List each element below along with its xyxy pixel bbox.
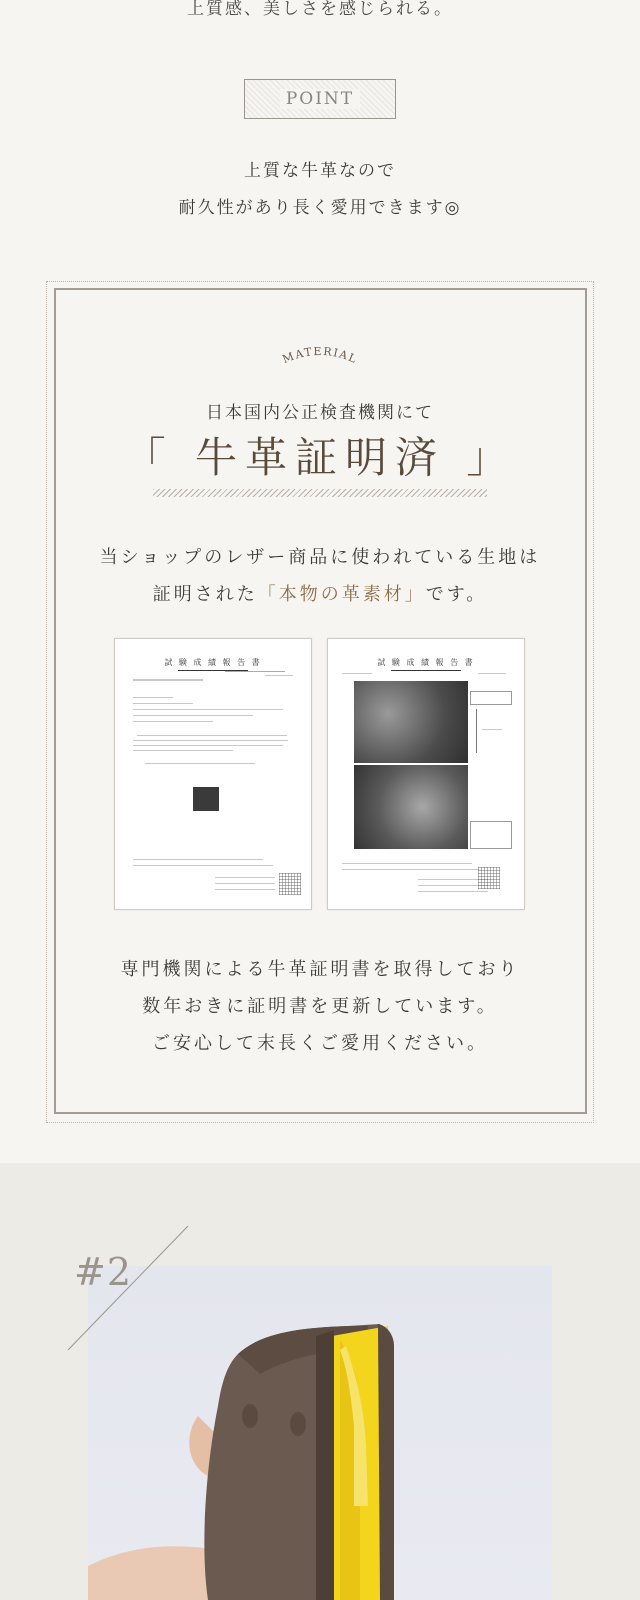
title-underline-hatch bbox=[153, 489, 487, 497]
point-line-1: 上質な牛革なので bbox=[244, 161, 396, 181]
closing-line-2: 数年おきに証明書を更新しています。 bbox=[142, 996, 498, 1017]
svg-text:MATERIAL: MATERIAL bbox=[280, 344, 360, 367]
intro-text: 上質感、美しさを感じられる。 bbox=[187, 0, 453, 19]
title-open-bracket: 「 bbox=[123, 433, 174, 482]
desc-highlight: 「本物の革素材」 bbox=[257, 584, 426, 605]
certificate-right bbox=[327, 638, 525, 910]
closing-line-3: ご安心して末長くご愛用ください。 bbox=[152, 1033, 488, 1054]
desc-line-2 bbox=[0, 580, 640, 606]
point-badge bbox=[244, 79, 396, 119]
closing-line-1: 専門機関による牛革証明書を取得しており bbox=[120, 959, 520, 980]
microscope-image-surface bbox=[354, 681, 468, 763]
microscope-image-cross-section bbox=[354, 765, 468, 849]
leather-sample-swatch bbox=[193, 787, 219, 811]
desc-line-2-post: です。 bbox=[425, 584, 488, 605]
point-line-2: 耐久性があり長く愛用できます◎ bbox=[178, 198, 462, 218]
title-text: 牛革証明済 bbox=[194, 433, 445, 482]
title-close-bracket: 」 bbox=[466, 433, 517, 482]
certificate-right-heading: 試 験 成 績 報 告 書 bbox=[328, 657, 524, 671]
certificate-right-stamp bbox=[478, 867, 500, 889]
certificate-left-heading: 試 験 成 績 報 告 書 bbox=[115, 657, 311, 671]
section-2-number: #2 bbox=[74, 1250, 133, 1294]
point-badge-label: POINT bbox=[280, 89, 360, 109]
material-title bbox=[0, 428, 640, 488]
certificate-left-stamp bbox=[279, 873, 301, 895]
certificate-left bbox=[114, 638, 312, 910]
material-subtitle: 日本国内公正検査機関にて bbox=[206, 403, 434, 423]
desc-line-2-pre: 証明された bbox=[152, 584, 258, 605]
desc-line-1: 当ショップのレザー商品に使われている生地は bbox=[99, 547, 541, 568]
material-arc-label bbox=[270, 338, 370, 372]
